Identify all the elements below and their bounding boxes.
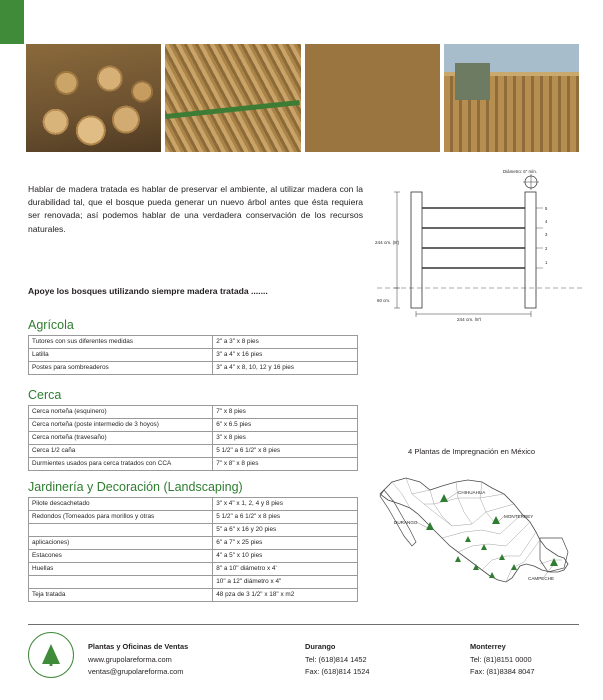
cell-product: Cerca norteña (esquinero): [29, 406, 213, 419]
diagram-width-label: 244 cm. (8'): [457, 317, 482, 321]
plant-marker-monterrey: [492, 516, 500, 524]
footer-city-monterrey: Monterrey: [470, 642, 506, 651]
map-label-campeche: CAMPECHE: [528, 576, 555, 581]
cell-measure: 3" x 8 pies: [213, 432, 358, 445]
cell-product: Redondos (Torneados para morillos y otras: [29, 511, 213, 524]
map-label-chihuahua: CHIHUAHUA: [458, 490, 486, 495]
cell-product: aplicaciones): [29, 537, 213, 550]
company-logo: [28, 632, 74, 678]
map-title: 4 Plantas de Impregnación en México: [408, 447, 536, 456]
cell-measure: 2" a 3" x 8 pies: [213, 336, 358, 349]
cell-product: Cerca 1/2 caña: [29, 445, 213, 458]
footer-column-monterrey: [470, 641, 603, 679]
cell-measure: 5 1/2" a 6 1/2" x 8 pies: [213, 445, 358, 458]
diagram-scale-mark-3: 3: [545, 232, 548, 237]
cell-product: Tutores con sus diferentes medidas: [29, 336, 213, 349]
section-agricola: [28, 318, 358, 375]
diagram-diameter-label: Diámetro: 6" mín.: [503, 169, 538, 174]
table-row: [29, 511, 358, 524]
table-row: [29, 419, 358, 432]
footer-column-offices: [88, 641, 278, 679]
cell-product: [29, 576, 213, 589]
intro-paragraph: Hablar de madera tratada es hablar de preservar el ambiente, al utilizar madera con la durabilidad tal, que el bosque pueda generar un nuevo árbol antes que ésta requiera ser renovada; así podemos hablar de una verdadera conservación de los recursos naturales.: [28, 183, 363, 234]
plant-marker-chihuahua: [440, 494, 448, 502]
section-title-agricola: Agrícola: [28, 318, 74, 332]
table-row: [29, 576, 358, 589]
cell-measure: 6" a 7" x 25 pies: [213, 537, 358, 550]
cell-product: Cerca norteña (travesaño): [29, 432, 213, 445]
table-row: [29, 445, 358, 458]
table-row: [29, 458, 358, 471]
footer-website[interactable]: www.grupolareforma.com: [88, 654, 172, 664]
cell-measure: 3" a 4" x 16 pies: [213, 349, 358, 362]
footer-fax-monterrey: Fax: (81)8384 8047: [470, 667, 535, 677]
intro-slogan: Apoye los bosques utilizando siempre madera tratada .......: [28, 285, 268, 296]
cell-product: Estacones: [29, 550, 213, 563]
table-row: [29, 498, 358, 511]
table-agricola: [28, 335, 358, 375]
cell-product: [29, 524, 213, 537]
cell-product: Teja tratada: [29, 589, 213, 602]
cell-product: Durmientes usados para cerca tratados con CCA: [29, 458, 213, 471]
cut-log-ends-photo: [26, 44, 161, 152]
section-jardineria: [28, 480, 358, 602]
cell-measure: 3" a 4" x 8, 10, 12 y 16 pies: [213, 362, 358, 375]
table-row: [29, 524, 358, 537]
table-row: [29, 563, 358, 576]
cell-measure: 5 1/2" a 6 1/2" x 8 pies: [213, 511, 358, 524]
round-posts-bundle-photo: [305, 44, 440, 152]
cell-measure: 8" a 10" diámetro x 4': [213, 563, 358, 576]
section-cerca: [28, 388, 358, 471]
footer-tel-monterrey: Tel: (81)8151 0000: [470, 654, 532, 664]
cell-measure: 48 pza de 3 1/2" x 18" x m2: [213, 589, 358, 602]
section-title-cerca: Cerca: [28, 388, 62, 402]
cell-measure: 7" x 8 pies: [213, 406, 358, 419]
cell-product: Cerca norteña (poste intermedio de 3 hoyos): [29, 419, 213, 432]
table-jardineria: [28, 497, 358, 602]
cell-product: Latilla: [29, 349, 213, 362]
fence-technical-drawing: [375, 166, 587, 321]
table-row: [29, 406, 358, 419]
diagram-scale-mark-2: 2: [545, 246, 548, 251]
footer-divider: [28, 624, 579, 625]
mexico-plants-map: [372, 460, 587, 615]
section-title-jardineria: Jardinería y Decoración (Landscaping): [28, 480, 243, 494]
cell-product: Huellas: [29, 563, 213, 576]
cell-measure: 5" a 6" x 16 y 20 pies: [213, 524, 358, 537]
map-label-durango: DURANGO: [394, 520, 418, 525]
table-row: [29, 537, 358, 550]
table-row: [29, 362, 358, 375]
cell-measure: 7" x 8" x 8 pies: [213, 458, 358, 471]
cell-measure: 10" a 12" diámetro x 4": [213, 576, 358, 589]
cell-product: Pilote descachetado: [29, 498, 213, 511]
footer-column-durango: [305, 641, 455, 679]
table-row: [29, 550, 358, 563]
treatment-yard-photo: [444, 44, 579, 152]
diagram-scale-mark-4: 4: [545, 219, 548, 224]
top-left-green-block: [0, 0, 24, 44]
footer-email[interactable]: ventas@grupolareforma.com: [88, 667, 184, 677]
table-row: [29, 336, 358, 349]
cell-measure: 4" a 5" x 10 pies: [213, 550, 358, 563]
table-row: [29, 432, 358, 445]
photo-strip: [26, 44, 579, 152]
diagram-buried-label: 60 cm.: [377, 298, 391, 303]
plant-marker-campeche: [550, 558, 558, 566]
footer-fax-durango: Fax: (618)814 1524: [305, 667, 370, 677]
footer-offices-title: Plantas y Oficinas de Ventas: [88, 642, 189, 651]
cell-product: Postes para sombreaderos: [29, 362, 213, 375]
footer-tel-durango: Tel: (618)814 1452: [305, 654, 367, 664]
footer-city-durango: Durango: [305, 642, 336, 651]
table-row: [29, 349, 358, 362]
diagram-scale-mark-1: 1: [545, 260, 548, 265]
diagram-scale-mark-5: 5: [545, 206, 548, 211]
cell-measure: 3" x 4" x 1, 2, 4 y 8 pies: [213, 498, 358, 511]
stacked-poles-photo: [165, 44, 300, 152]
table-cerca: [28, 405, 358, 471]
diagram-height-label: 244 cm. (8'): [375, 240, 400, 245]
cell-measure: 6" x 6.5 pies: [213, 419, 358, 432]
map-label-monterrey: MONTERREY: [504, 514, 534, 519]
table-row: [29, 589, 358, 602]
